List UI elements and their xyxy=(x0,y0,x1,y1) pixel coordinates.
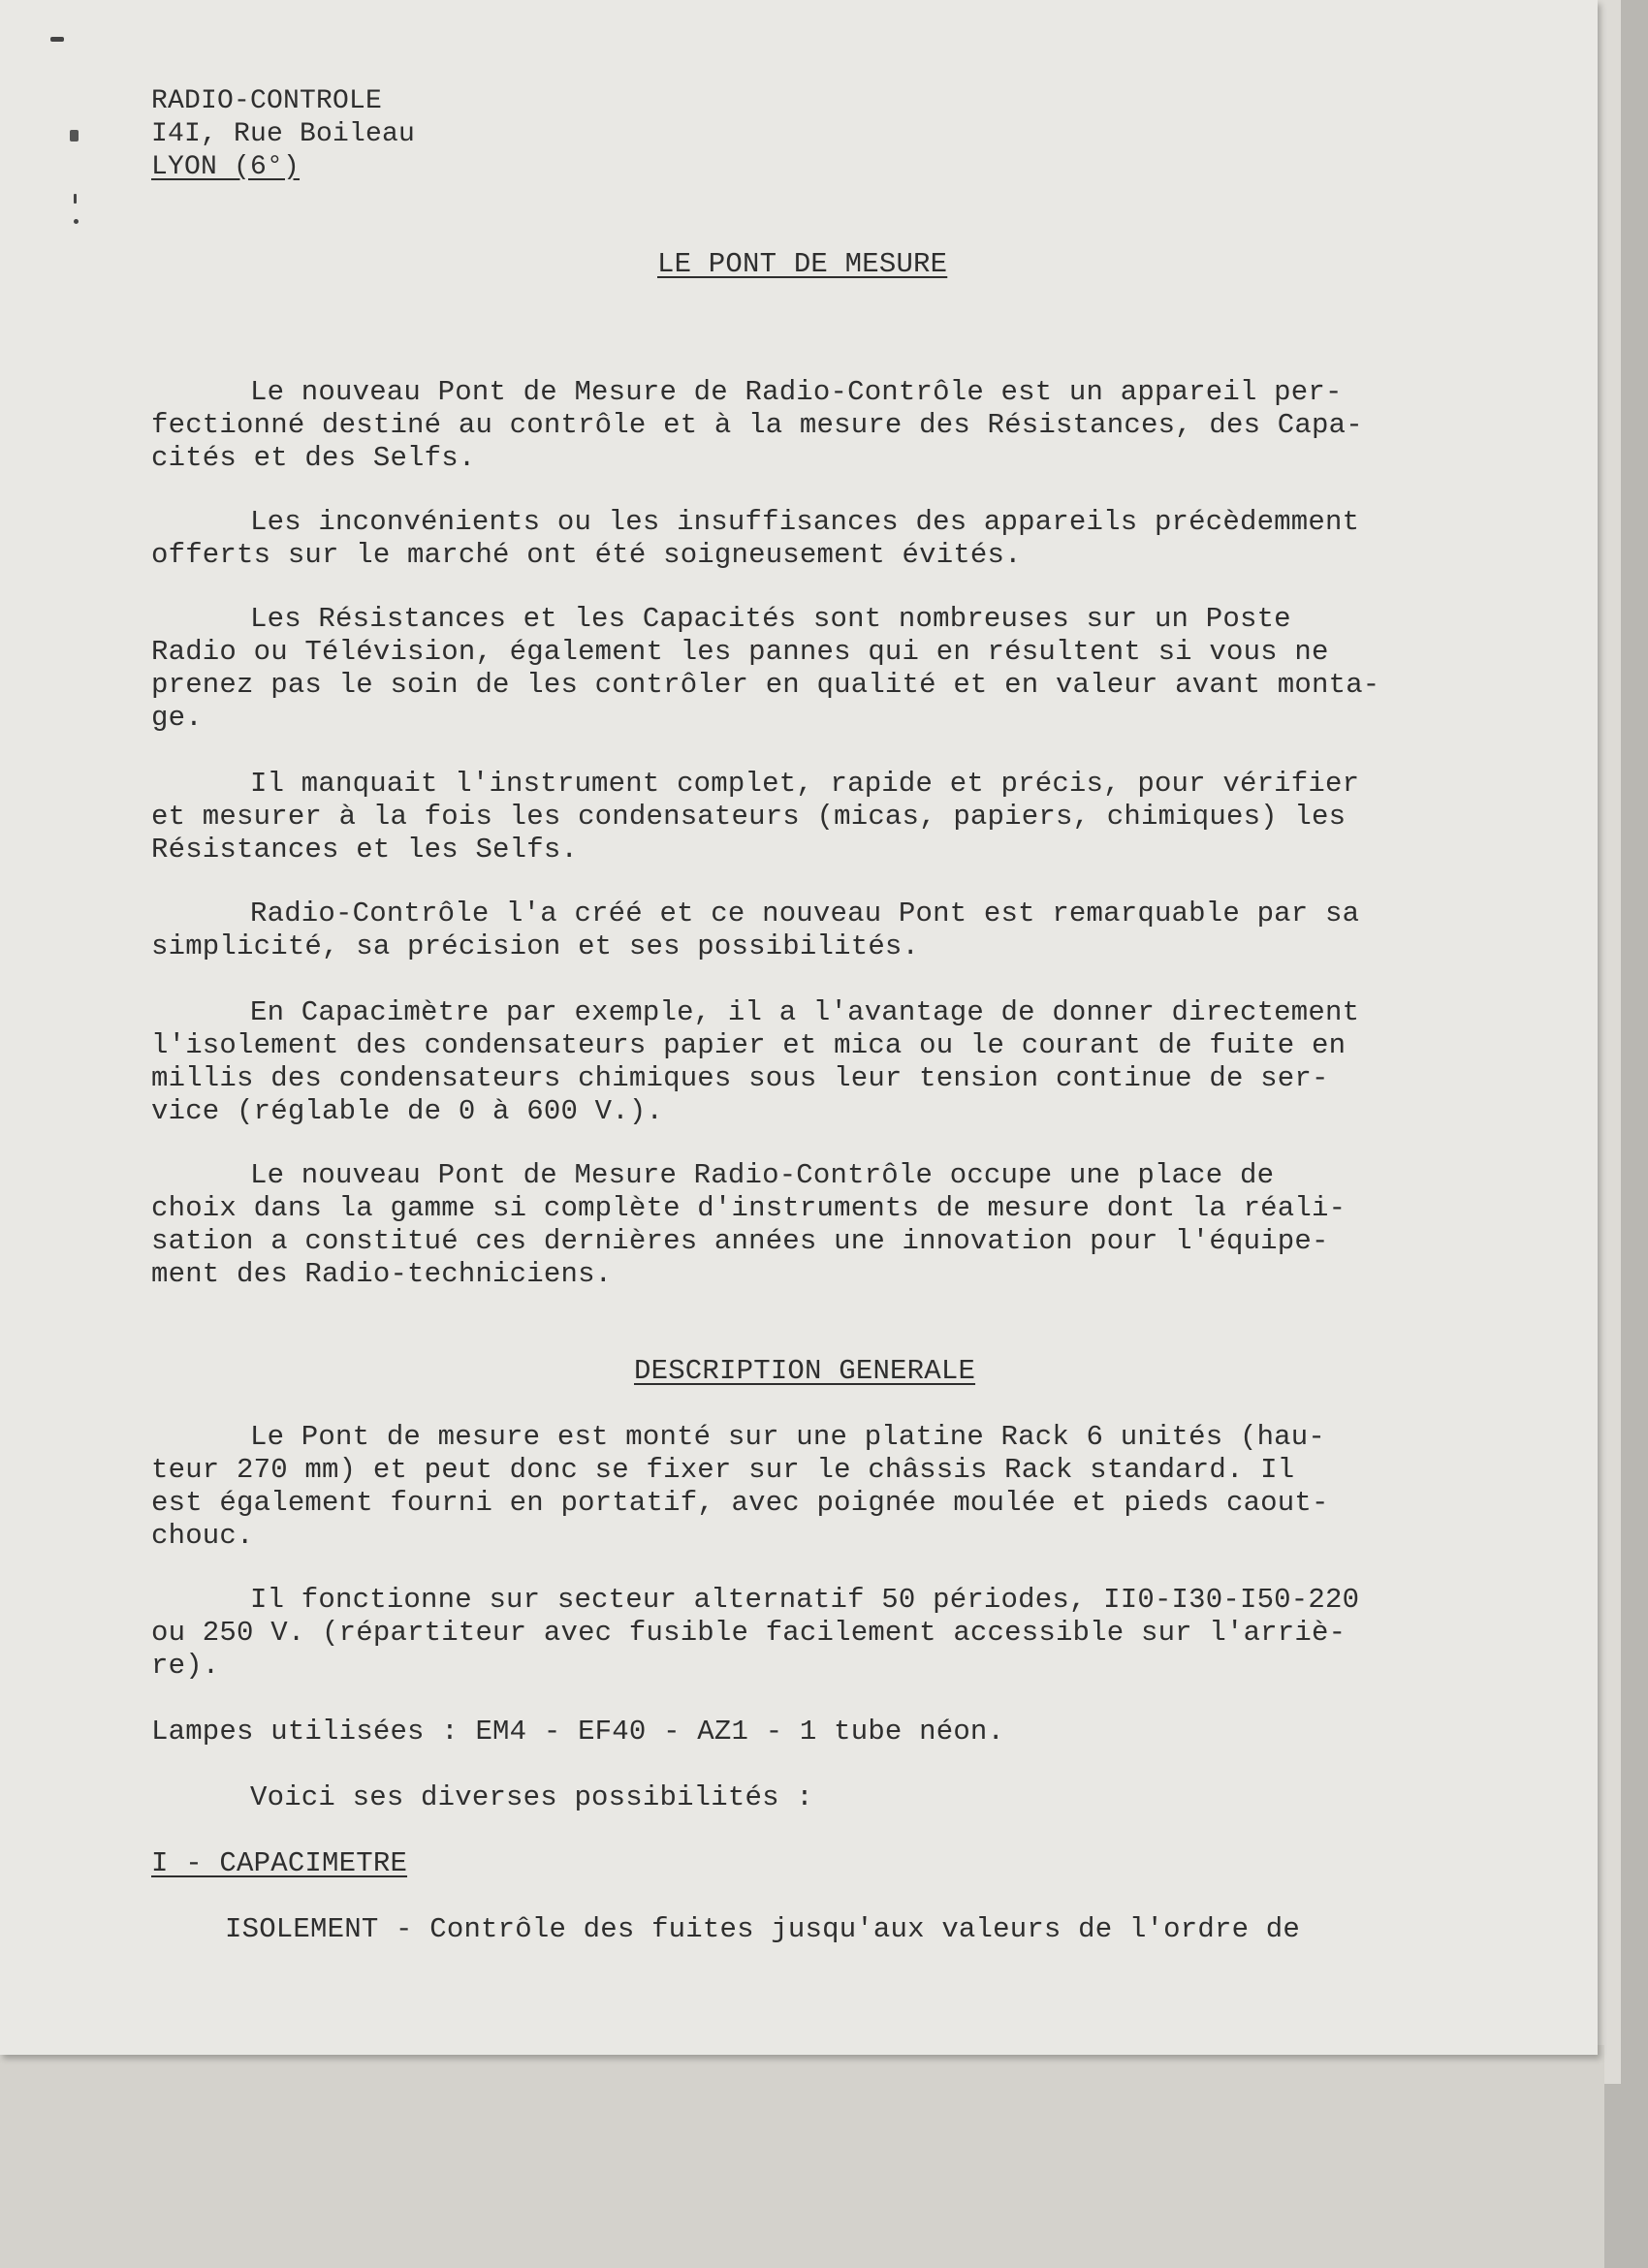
text-line: Résistances et les Selfs. xyxy=(151,834,579,866)
text-line: simplicité, sa précision et ses possibilités. xyxy=(151,930,920,962)
text-line: offerts sur le marché ont été soigneusement évités. xyxy=(151,539,1022,571)
text-line: ment des Radio-techniciens. xyxy=(151,1258,613,1290)
text-line: ISOLEMENT - Contrôle des fuites jusqu'aux valeurs de l'ordre de xyxy=(225,1913,1300,1945)
margin-mark xyxy=(70,130,79,142)
text-line: Radio ou Télévision, également les pannes qui en résultent si vous ne xyxy=(151,636,1329,668)
text-line: sation a constitué ces dernières années une innovation pour l'équipe- xyxy=(151,1225,1329,1257)
section-heading: DESCRIPTION GENERALE xyxy=(634,1355,976,1387)
margin-mark xyxy=(50,37,64,42)
text-line: fectionné destiné au contrôle et à la mesure des Résistances, des Capa- xyxy=(151,409,1363,441)
text-line: millis des condensateurs chimiques sous leur tension continue de ser- xyxy=(151,1062,1329,1094)
text-line: Les Résistances et les Capacités sont nombreuses sur un Poste xyxy=(250,603,1291,635)
text-line: Le nouveau Pont de Mesure Radio-Contrôle occupe une place de xyxy=(250,1159,1275,1191)
text-line: et mesurer à la fois les condensateurs (micas, papiers, chimiques) les xyxy=(151,801,1347,833)
text-line: Il manquait l'instrument complet, rapide et précis, pour vérifier xyxy=(250,768,1360,800)
company-name: RADIO-CONTROLE xyxy=(151,86,383,116)
margin-mark xyxy=(74,219,79,224)
text-line: teur 270 mm) et peut donc se fixer sur le châssis Rack standard. Il xyxy=(151,1454,1295,1486)
text-line: cités et des Selfs. xyxy=(151,442,476,474)
text-line: En Capacimètre par exemple, il a l'avantage de donner directement xyxy=(250,996,1360,1028)
text-line: Le Pont de mesure est monté sur une platine Rack 6 unités (hau- xyxy=(250,1421,1325,1453)
text-line: Il fonctionne sur secteur alternatif 50 périodes, II0-I30-I50-220 xyxy=(250,1584,1360,1616)
text-line: prenez pas le soin de les contrôler en qualité et en valeur avant monta- xyxy=(151,669,1380,701)
text-line: ge. xyxy=(151,702,203,734)
lamps-line: Lampes utilisées : EM4 - EF40 - AZ1 - 1 tube néon. xyxy=(151,1716,1005,1748)
margin-mark xyxy=(74,194,77,204)
text-line: vice (réglable de 0 à 600 V.). xyxy=(151,1095,664,1127)
text-line: Le nouveau Pont de Mesure de Radio-Contrôle est un appareil per- xyxy=(250,376,1343,408)
document-title: LE PONT DE MESURE xyxy=(657,248,948,280)
section-heading: I - CAPACIMETRE xyxy=(151,1847,408,1879)
back-sheet-lower xyxy=(0,2045,1604,2268)
text-line: re). xyxy=(151,1650,220,1682)
text-line: chouc. xyxy=(151,1520,254,1552)
text-line: Voici ses diverses possibilités : xyxy=(250,1781,813,1813)
street-address: I4I, Rue Boileau xyxy=(151,119,416,149)
text-line: est également fourni en portatif, avec poignée moulée et pieds caout- xyxy=(151,1487,1329,1519)
text-line: Radio-Contrôle l'a créé et ce nouveau Pont est remarquable par sa xyxy=(250,898,1360,929)
text-line: l'isolement des condensateurs papier et mica ou le courant de fuite en xyxy=(151,1029,1347,1061)
text-line: choix dans la gamme si complète d'instruments de mesure dont la réali- xyxy=(151,1192,1347,1224)
text-line: ou 250 V. (répartiteur avec fusible facilement accessible sur l'arriè- xyxy=(151,1617,1347,1649)
city: LYON (6°) xyxy=(151,152,301,182)
text-line: Les inconvénients ou les insuffisances des appareils précèdemment xyxy=(250,506,1360,538)
